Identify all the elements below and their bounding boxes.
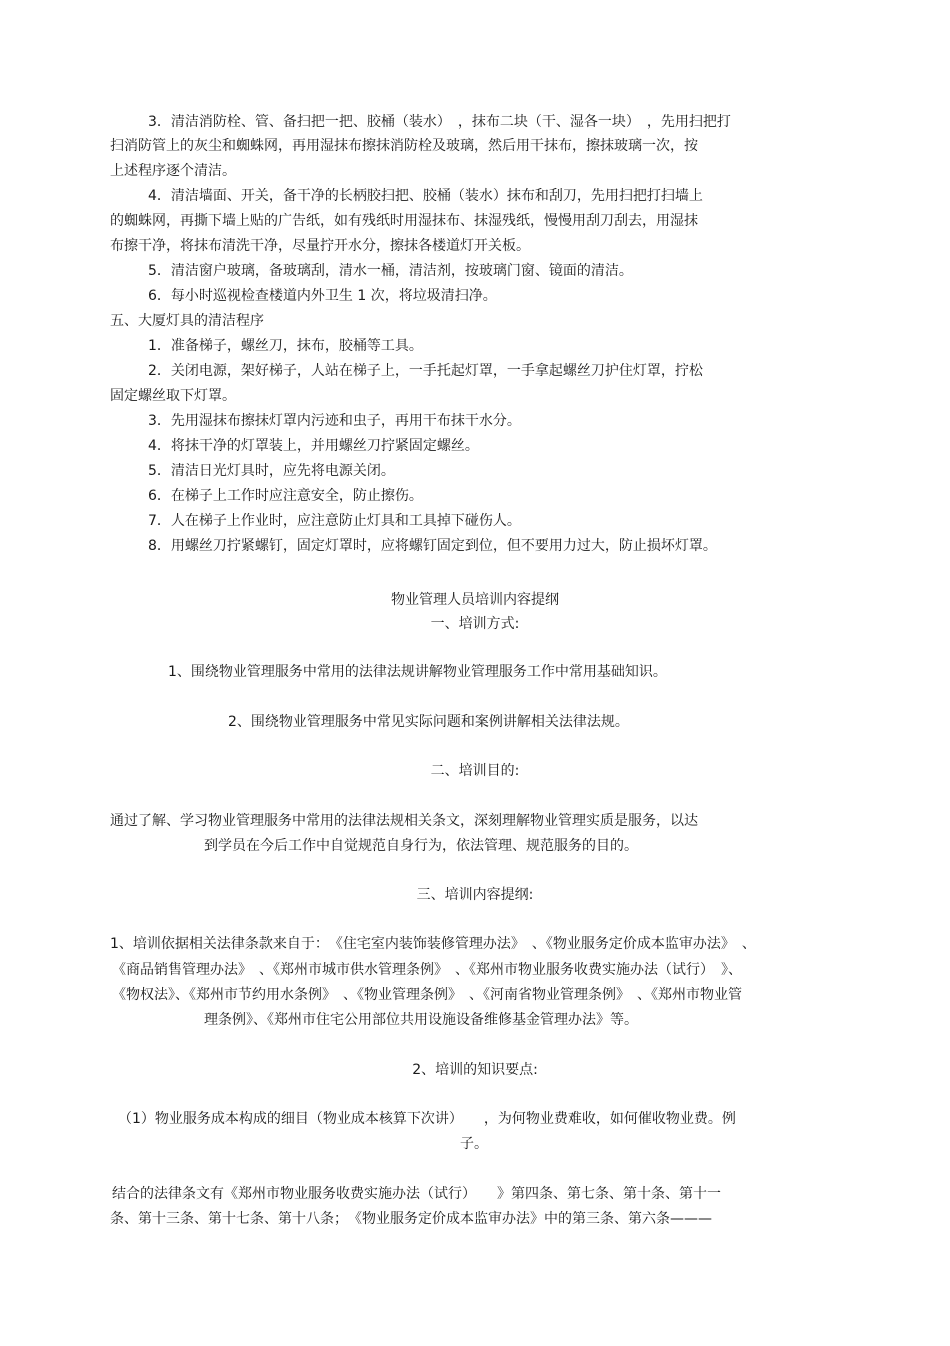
section-five-heading: 五、大厦灯具的清洁程序 (110, 313, 264, 329)
outline-title: 物业管理人员培训内容提纲 (391, 592, 559, 608)
related-articles-line-1: 结合的法律条文有《郑州市物业服务收费实施办法（试行） 》第四条、第七条、第十条、第十一 (112, 1186, 721, 1202)
training-purpose-line-2: 到学员在今后工作中自觉规范自身行为，依法管理、规范服务的目的。 (204, 838, 638, 854)
cleaning-item-3-line-1: 3．清洁消防栓、管、备扫把一把、胶桶（装水） ，抹布二块（干、湿各一块） ，先用扫把打 (148, 114, 731, 130)
lamp-step-8: 8．用螺丝刀拧紧螺钉，固定灯罩时，应将螺钉固定到位，但不要用力过大，防止损坏灯罩。 (148, 538, 717, 554)
training-method-heading: 一、培训方式: (430, 616, 520, 632)
lamp-step-3: 3．先用湿抹布擦抹灯罩内污迹和虫子，再用干布抹干水分。 (148, 413, 521, 429)
lamp-step-1: 1．准备梯子，螺丝刀，抹布，胶桶等工具。 (148, 338, 423, 354)
lamp-step-2-line-1: 2．关闭电源，架好梯子，人站在梯子上，一手托起灯罩，一手拿起螺丝刀护住灯罩，拧松 (148, 363, 703, 379)
cleaning-item-4-line-2: 的蜘蛛网，再撕下墙上贴的广告纸，如有残纸时用湿抹布、抹湿残纸，慢慢用刮刀刮去，用湿抹 (110, 213, 698, 229)
knowledge-points-heading: 2、培训的知识要点: (412, 1062, 538, 1078)
training-basis-line-2: 《商品销售管理办法》 、《郑州市城市供水管理条例》 、《郑州市物业服务收费实施办法（试行） 》、 (112, 962, 742, 978)
training-method-1: 1、围绕物业管理服务中常用的法律法规讲解物业管理服务工作中常用基础知识。 (168, 664, 667, 680)
related-articles-line-2: 条、第十三条、第十七条、第十八条； 《物业服务定价成本监审办法》中的第三条、第六条——— (110, 1211, 712, 1227)
cleaning-item-3-line-3: 上述程序逐个清洁。 (110, 163, 236, 179)
lamp-step-2-line-2: 固定螺丝取下灯罩。 (110, 388, 236, 404)
lamp-step-4: 4．将抹干净的灯罩装上，并用螺丝刀拧紧固定螺丝。 (148, 438, 479, 454)
lamp-step-7: 7．人在梯子上作业时，应注意防止灯具和工具掉下碰伤人。 (148, 513, 521, 529)
cleaning-item-6: 6．每小时巡视检查楼道内外卫生 1 次，将垃圾清扫净。 (148, 288, 497, 304)
training-method-2: 2、围绕物业管理服务中常见实际问题和案例讲解相关法律法规。 (228, 714, 629, 730)
training-basis-line-1: 1、培训依据相关法律条款来自于： 《住宅室内装饰装修管理办法》 、《物业服务定价成本监审办法》 、 (110, 936, 756, 952)
lamp-step-5: 5．清洁日光灯具时，应先将电源关闭。 (148, 463, 395, 479)
knowledge-point-1-line-1: （1）物业服务成本构成的细目（物业成本核算下次讲） ，为何物业费难收，如何催收物业费。例 (118, 1111, 736, 1127)
training-content-heading: 三、培训内容提纲: (416, 887, 534, 903)
training-basis-line-3: 《物权法》、《郑州市节约用水条例》 、《物业管理条例》 、《河南省物业管理条例》 、《郑州市物业管 (112, 987, 742, 1003)
training-basis-line-4: 理条例》、《郑州市住宅公用部位共用设施设备维修基金管理办法》等。 (204, 1012, 638, 1028)
training-purpose-heading: 二、培训目的: (430, 763, 520, 779)
cleaning-item-5: 5．清洁窗户玻璃，备玻璃刮，清水一桶，清洁剂，按玻璃门窗、镜面的清洁。 (148, 263, 633, 279)
lamp-step-6: 6．在梯子上工作时应注意安全，防止擦伤。 (148, 488, 423, 504)
knowledge-point-1-line-2: 子。 (460, 1136, 488, 1152)
training-purpose-line-1: 通过了解、学习物业管理服务中常用的法律法规相关条文，深刻理解物业管理实质是服务，以达 (110, 813, 698, 829)
cleaning-item-4-line-3: 布擦干净，将抹布清洗干净，尽量拧开水分，擦抹各楼道灯开关板。 (110, 238, 530, 254)
cleaning-item-4-line-1: 4．清洁墙面、开关，备干净的长柄胶扫把、胶桶（装水）抹布和刮刀，先用扫把打扫墙上 (148, 188, 703, 204)
cleaning-item-3-line-2: 扫消防管上的灰尘和蜘蛛网，再用湿抹布擦抹消防栓及玻璃，然后用干抹布，擦抹玻璃一次，按 (110, 138, 698, 154)
